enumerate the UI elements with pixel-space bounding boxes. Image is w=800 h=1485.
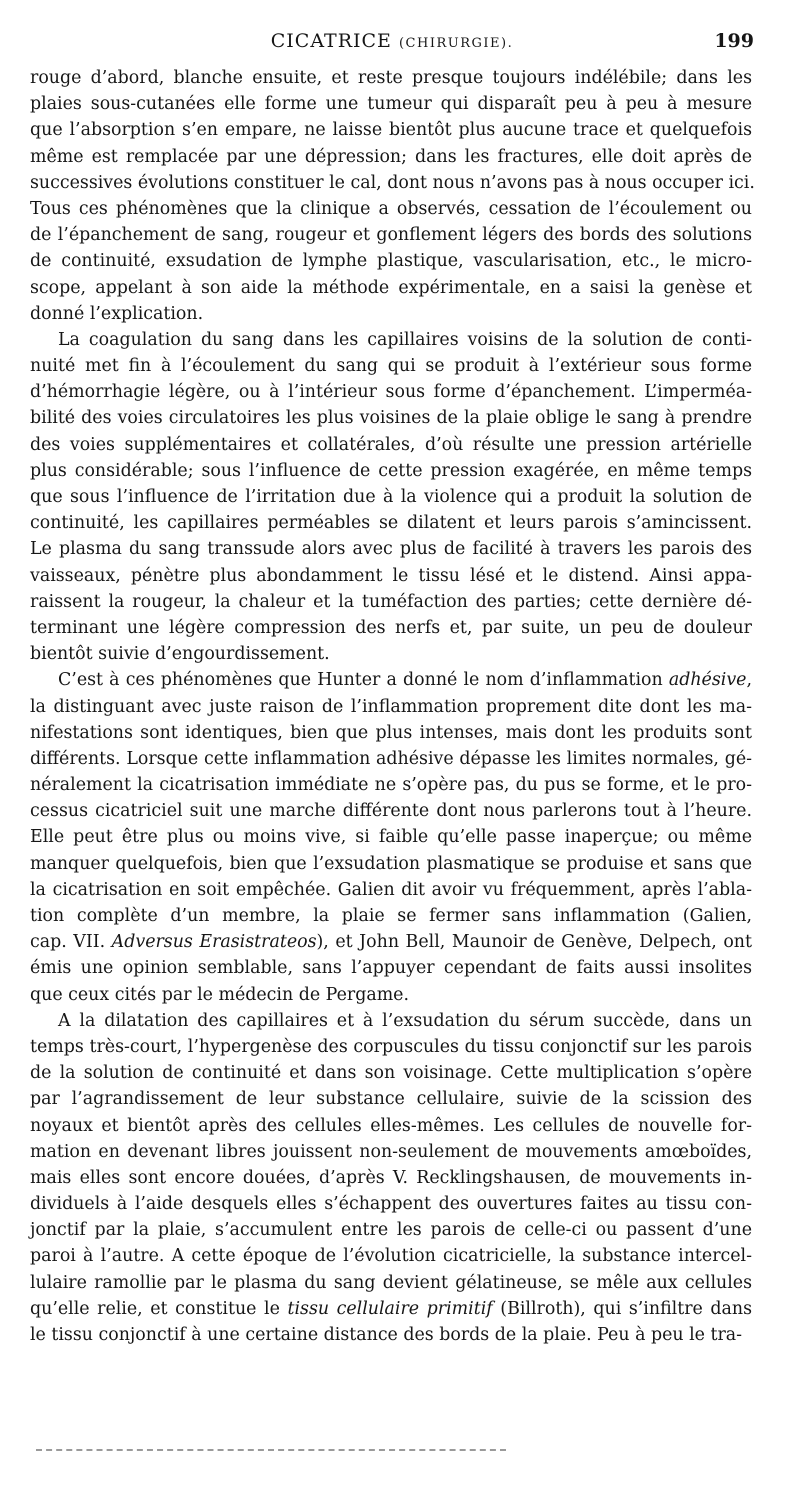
body-text [30, 65, 755, 1348]
text-line [30, 615, 752, 641]
text-line [30, 877, 752, 903]
text-segment: , [746, 670, 752, 691]
text-line [30, 1165, 752, 1191]
text-segment: plaies sous-cutanées elle forme une tumeur qui disparaît peu à peu à mesure [30, 94, 752, 115]
text-segment: Tous ces phénomènes que la clinique a observés, cessation de l’écoulement ou [30, 198, 752, 219]
text-segment: nifestations sont identiques, bien que plus intenses, mais dont les produits sont [30, 722, 752, 743]
text-segment: paroi à l’autre. A cette époque de l’évolution cicatricielle, la substance intercel- [30, 1246, 752, 1267]
text-segment: la distinguant avec juste raison de l’inflammation proprement dite dont les ma- [30, 696, 752, 717]
italic-text: adhésive [668, 670, 747, 691]
text-segment: cap. VII. [30, 932, 112, 953]
text-line [30, 641, 752, 667]
text-line [30, 772, 752, 798]
text-line [30, 903, 752, 929]
text-segment: A la dilatation des capillaires et à l’exsudation du sérum succède, dans un [58, 1010, 752, 1031]
text-segment: bilité des voies circulatoires les plus voisines de la plaie oblige le sang à prendre [30, 408, 752, 429]
text-segment: dividuels à l’aide desquels elles s’échappent des ouvertures faites au tissu con- [30, 1194, 752, 1215]
text-line [30, 1243, 752, 1269]
page-number: 199 [714, 30, 754, 52]
text-segment: Le plasma du sang transsude alors avec plus de facilité à travers les parois des [30, 539, 752, 560]
text-segment: Elle peut être plus ou moins vive, si faible qu’elle passe inaperçue; ou même [30, 827, 752, 848]
italic-text: Adversus Erasistrateos [111, 932, 317, 953]
text-line [30, 1086, 752, 1112]
running-head-title: CICATRICE [270, 30, 392, 52]
text-segment: le tissu conjonctif à une certaine distance des bords de la plaie. Peu à peu le tra- [30, 1325, 743, 1345]
text-segment: vaisseaux, pénètre plus abondamment le tissu lésé et le distend. Ainsi appa- [30, 565, 752, 586]
text-line [30, 1008, 752, 1034]
text-segment: d’hémorrhagie légère, ou à l’intérieur sous forme d’épanchement. L’imperméa- [30, 382, 752, 403]
text-segment: cessus cicatriciel suit une marche différente dont nous parlerons tout à l’heure. [30, 801, 752, 822]
text-line [30, 1296, 752, 1322]
text-segment: terminant une légère compression des nerfs et, par suite, un peu de douleur [30, 617, 752, 638]
text-line [30, 929, 752, 955]
text-segment: manquer quelquefois, bien que l’exsudation plasmatique se produise et sans que [30, 853, 752, 874]
text-segment: jonctif par la plaie, s’accumulent entre les parois de celle-ci ou passent d’une [30, 1220, 752, 1241]
text-line [30, 196, 752, 222]
text-line [30, 1217, 752, 1243]
text-segment: donné l’explication. [30, 303, 204, 324]
text-line [30, 1270, 752, 1296]
text-segment: de continuité, exsudation de lymphe plastique, vascularisation, etc., le micro- [30, 251, 752, 272]
text-segment: mais elles sont encore douées, d’après V. Recklingshausen, de mouvements in- [30, 1167, 752, 1188]
text-segment: (Billroth), qui s’infiltre dans [492, 1298, 753, 1319]
text-segment: temps très-court, l’hypergenèse des corpuscules du tissu conjonctif sur les parois [30, 1036, 752, 1057]
text-segment: qu’elle relie, et constitue le [30, 1298, 288, 1319]
text-segment: que l’absorption s’en empare, ne laisse bientôt plus aucune trace et quelquefois [30, 120, 752, 141]
text-segment: ), et John Bell, Maunoir de Genève, Delpech, ont [316, 932, 752, 953]
text-segment: néralement la cicatrisation immédiate ne s’opère pas, du pus se forme, et le pro- [30, 775, 752, 796]
text-segment: nuité met fin à l’écoulement du sang qui se produit à l’extérieur sous forme [30, 356, 752, 377]
text-line [30, 955, 752, 981]
text-segment: C’est à ces phénomènes que Hunter a donné le nom d’inflammation [58, 670, 669, 691]
text-line [30, 746, 752, 772]
text-line [30, 510, 752, 536]
text-line [30, 824, 752, 850]
text-segment: lulaire ramollie par le plasma du sang devient gélatineuse, se mêle aux cellules [30, 1272, 752, 1293]
text-line [30, 1322, 752, 1348]
text-segment: plus considérable; sous l’influence de cette pression exagérée, en même temps [30, 460, 752, 481]
text-segment: même est remplacée par une dépression; dans les fractures, elle doit après de [30, 146, 752, 167]
text-line [30, 1113, 752, 1139]
text-line [30, 222, 752, 248]
text-line [30, 379, 752, 405]
text-segment: raissent la rougeur, la chaleur et la tuméfaction des parties; cette dernière dé- [30, 591, 752, 612]
text-segment: par l’agrandissement de leur substance cellulaire, suivie de la scission des [30, 1089, 752, 1110]
text-line [30, 1139, 752, 1165]
text-segment: la cicatrisation en soit empêchée. Galien dit avoir vu fréquemment, après l’abla- [30, 879, 752, 900]
text-line [30, 982, 752, 1008]
text-segment: des voies supplémentaires et collatérales, d’où résulte une pression artérielle [30, 434, 752, 455]
text-segment: émis une opinion semblable, sans l’appuyer cependant de faits aussi insolites [30, 958, 752, 979]
text-line [30, 1060, 752, 1086]
text-line [30, 589, 752, 615]
text-line [30, 667, 752, 693]
text-line [30, 720, 752, 746]
text-line [30, 1191, 752, 1217]
text-segment: successives évolutions constituer le cal, dont nous n’avons pas à nous occuper ici. [30, 172, 755, 193]
text-line [30, 275, 752, 301]
text-line [30, 851, 752, 877]
text-segment: scope, appelant à son aide la méthode expérimentale, en a saisi la genèse et [30, 277, 752, 298]
text-line [30, 170, 755, 196]
text-line [30, 65, 752, 91]
text-segment: rouge d’abord, blanche ensuite, et reste presque toujours indélébile; dans les [30, 68, 752, 88]
text-line [30, 484, 752, 510]
italic-text: tissu cellulaire primitif [287, 1298, 493, 1319]
text-line [30, 1034, 752, 1060]
text-line [30, 694, 752, 720]
text-line [30, 405, 752, 431]
text-segment: bientôt suivie d’engourdissement. [30, 644, 330, 665]
running-head [30, 30, 754, 52]
text-segment: mation en devenant libres jouissent non-seulement de mouvements amœboïdes, [30, 1141, 752, 1162]
text-line [30, 117, 752, 143]
text-segment: de l’épanchement de sang, rougeur et gonflement légers des bords des solutions [30, 225, 752, 246]
text-segment: que sous l’influence de l’irritation due à la violence qui a produit la solution de [30, 487, 752, 507]
text-line [30, 91, 752, 117]
text-segment: de la solution de continuité et dans son voisinage. Cette multiplication s’opère [30, 1063, 752, 1084]
page-header [30, 30, 754, 60]
text-segment: différents. Lorsque cette inflammation adhésive dépasse les limites normales, gé- [30, 748, 752, 769]
text-line [30, 327, 752, 353]
text-line [30, 563, 752, 589]
text-line [30, 301, 752, 327]
text-segment: que ceux cités par le médecin de Pergame. [30, 984, 410, 1005]
text-segment: noyaux et bientôt après des cellules elles-mêmes. Les cellules de nouvelle for- [30, 1115, 752, 1136]
text-line [30, 458, 752, 484]
text-line [30, 248, 752, 274]
running-head-subtitle: (CHIRURGIE). [398, 36, 514, 51]
footer-rule [36, 1449, 506, 1451]
text-line [30, 144, 752, 170]
text-line [30, 798, 752, 824]
text-segment: tion complète d’un membre, la plaie se fermer sans inflammation (Galien, [30, 906, 752, 926]
text-line [30, 432, 752, 458]
text-line [30, 536, 752, 562]
text-line [30, 353, 752, 379]
text-segment: La coagulation du sang dans les capillaires voisins de la solution de conti- [58, 329, 752, 350]
text-segment: continuité, les capillaires perméables se dilatent et leurs parois s’amincissent. [30, 513, 752, 534]
